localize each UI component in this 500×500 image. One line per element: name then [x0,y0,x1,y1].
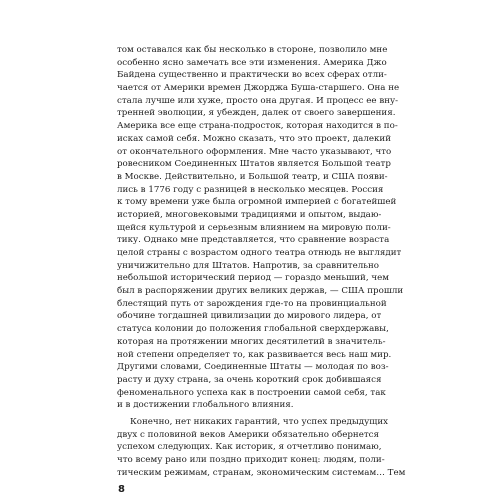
text-line: расту и духу страна, за очень короткий срок добившаяся [117,374,382,385]
text-line: лись в 1776 году с разницей в несколько месяцев. Россия [117,184,384,195]
text-line: в Москве. Действительно, и Большой театр, и США появи- [117,171,388,182]
body-text [117,44,406,479]
text-line: небольшой исторический период — гораздо меньший, чем [117,273,389,284]
text-line: щейся культурой и серьезным влиянием на мировую поли- [117,222,391,233]
text-line: тическим режимам, странам, экономическим системам… Тем [117,467,406,478]
text-line: историей, многовековыми традициями и опытом, выдаю- [117,209,382,220]
text-line: обочине тогдашней цивилизации до мирового лидера, от [117,311,382,322]
text-line: что всему рано или поздно приходит конец: людям, поли- [117,455,385,465]
text-line: чается от Америки времен Джорджа Буша-старшего. Она не [117,83,400,94]
text-line: тренней эволюции, я убежден, далек от своего завершения. [117,108,396,119]
text-line: ровесником Соединенных Штатов является Большой театр [117,159,391,170]
text-line: Америка все еще страна-подросток, которая находится в по- [117,121,398,132]
text-line: особенно ясно замечать все эти изменения. Америка Джо [117,57,387,68]
text-line: которая на протяжении многих десятилетий в значитель- [117,336,386,347]
paragraph-1 [117,44,404,412]
text-line: блестящий путь от зарождения где-то на провинциальной [117,298,387,309]
text-line: Конечно, нет никаких гарантий, что успех предыдущих [130,416,389,427]
text-line: от окончательного оформления. Мне часто указывают, что [117,146,392,157]
text-line: был в распоряжении других великих держав, — США прошли [117,286,404,297]
text-line: и в достижении глобального влияния. [117,400,294,411]
text-line: Байдена существенно и практически во всех сферах отли- [117,70,387,81]
text-line: двух с половиной веков Америки обязательно обернется [117,429,379,440]
text-line: тику. Однако мне представляется, что сравнение возраста [117,235,390,246]
text-line: феноменального успеха как в построении самой себя, так [117,387,386,398]
page-number: 8 [118,484,125,495]
text-line: ной степени определяет то, как развивается весь наш мир. [117,349,392,360]
text-line: успехом следующих. Как историк, я отчетливо понимаю, [117,442,382,453]
text-line: уничижительно для Штатов. Напротив, за сравнительно [117,260,379,271]
text-line: исках самой себя. Можно сказать, что это проект, далекий [117,133,391,144]
text-line: том оставался как бы несколько в стороне, позволило мне [117,45,388,55]
text-line: целой страны с возрастом одного театра отнюдь не выглядит [117,248,402,258]
paragraph-2 [117,416,406,479]
text-line: к тому времени уже была огромной империей с богатейшей [117,197,397,208]
text-line: стала лучше или хуже, просто она другая. И процесс ее вну- [117,95,399,106]
text-line: статуса колонии до положения глобальной сверхдержавы, [117,324,389,335]
text-line: Другими словами, Соединенные Штаты — молодая по воз- [117,362,389,373]
